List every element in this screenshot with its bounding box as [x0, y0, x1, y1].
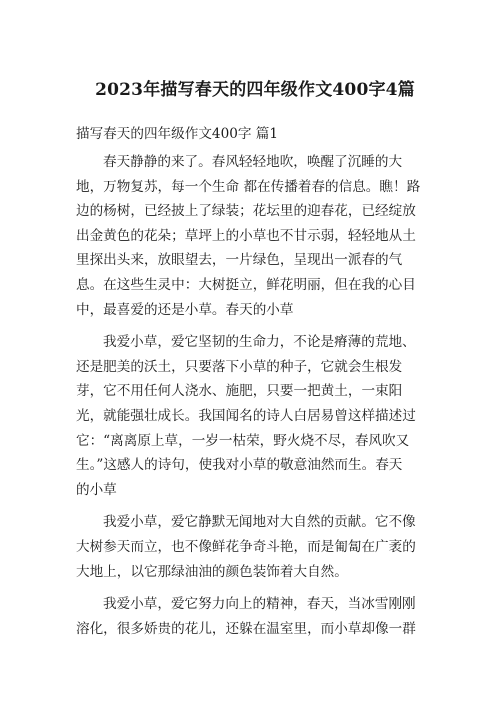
paragraph-line: 大地上，以它那绿油油的颜色装饰着大自然。 [76, 563, 348, 580]
section-heading: 描写春天的四年级作文400字 篇1 [76, 126, 279, 142]
paragraph-line: 光，就能强壮成长。我国闻名的诗人白居易曾这样描述过 [76, 407, 416, 424]
paragraph-line: 息。在这些生灵中：大树挺立，鲜花明丽，但在我的心目 [76, 276, 416, 293]
paragraph-4 [76, 592, 444, 641]
paragraph-line: 的小草 [76, 481, 117, 498]
paragraph-line: 地，万物复苏，每一个生命 都在传播着春的信息。瞧！路 [76, 178, 421, 195]
paragraph-line: 边的杨树，已经披上了绿装；花坛里的迎春花，已经绽放 [76, 203, 416, 220]
paragraph-line: 我爱小草，爱它努力向上的精神，春天，当冰雪刚刚 [103, 596, 416, 613]
document-title: 2023年描写春天的四年级作文400字4篇 [95, 80, 415, 100]
paragraph-3 [76, 510, 444, 584]
paragraph-line: 中，最喜爱的还是小草。春天的小草 [76, 301, 294, 318]
paragraph-line: 我爱小草，爱它坚韧的生命力，不论是瘠薄的荒地、 [103, 334, 416, 351]
paragraph-line: 芽，它不用任何人浇水、施肥，只要一把黄土，一束阳 [76, 383, 403, 400]
paragraph-line: 里探出头来，放眼望去，一片绿色，呈现出一派春的气 [76, 252, 403, 269]
paragraph-line: 春天静静的来了。春风轻轻地吹，唤醒了沉睡的大 [103, 154, 403, 170]
paragraph-line: 溶化，很多娇贵的花儿，还躲在温室里，而小草却像一群 [76, 620, 416, 637]
paragraph-line: 出金黄色的花朵；草坪上的小草也不甘示弱，轻轻地从土 [76, 227, 416, 244]
paragraph-line: 它：“离离原上草，一岁一枯荣，野火烧不尽，春风吹又 [76, 432, 410, 449]
paragraph-line: 生。”这感人的诗句，使我对小草的敬意油然而生。春天 [76, 457, 403, 474]
paragraph-line: 还是肥美的沃土，只要落下小草的种子，它就会生根发 [76, 358, 403, 375]
paragraph-1 [76, 150, 444, 322]
paragraph-line: 我爱小草，爱它静默无闻地对大自然的贡献。它不像 [103, 514, 416, 531]
paragraph-line: 大树参天而立，也不像鲜花争奇斗艳，而是匍匐在广袤的 [76, 538, 416, 555]
paragraph-2 [76, 330, 444, 502]
